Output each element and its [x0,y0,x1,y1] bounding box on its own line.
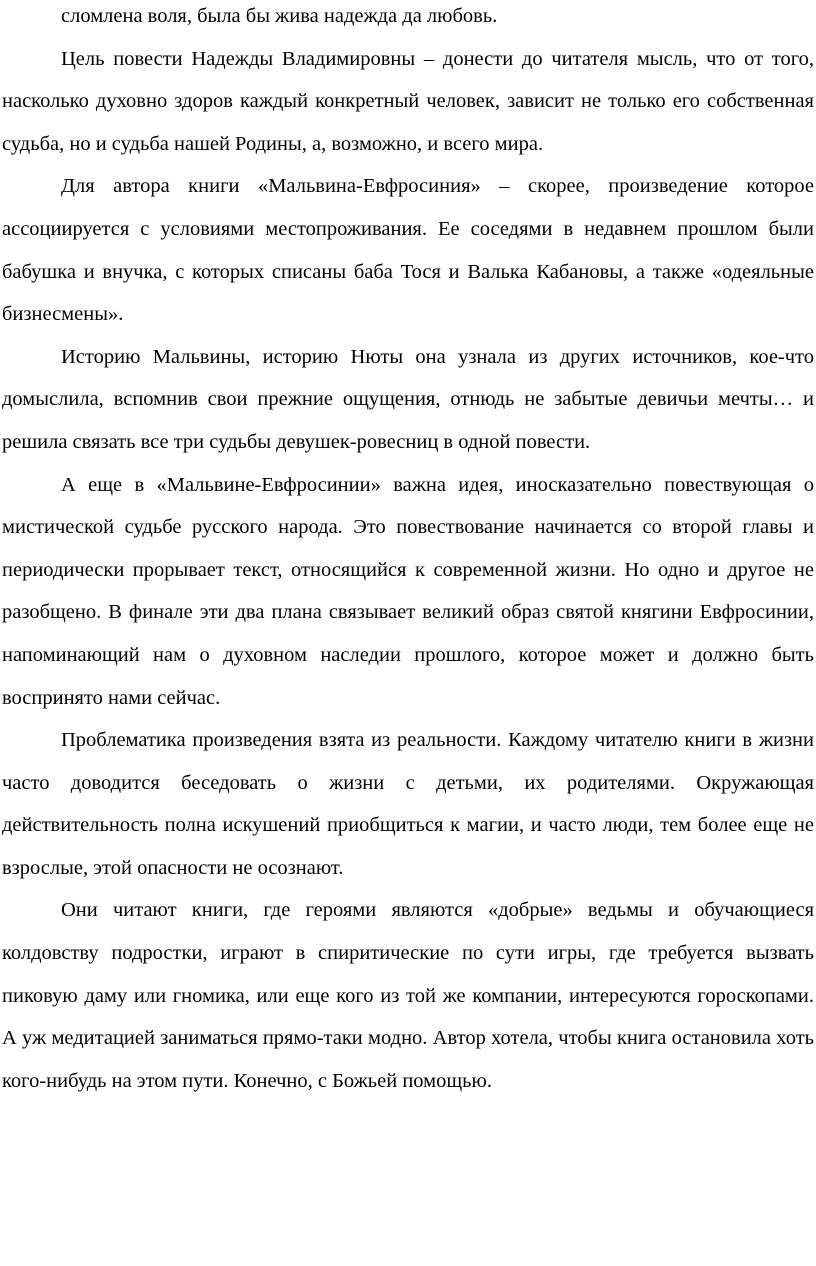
paragraph-malvina-history: Историю Мальвины, историю Нюты она узнала из других источников, кое-что домыслила, вспомнив свои прежние ощущения, отнюдь не забытые девичьи мечты… и решила связать все три судьбы девушек-ровесниц в одной повести. [2,345,814,453]
paragraph-readers: Они читают книги, где героями являются «добрые» ведьмы и обучающиеся колдовству подростки, играют в спиритические по сути игры, где требуется вызвать пиковую даму или гномика, или еще кого из той же компании, интересуются гороскопами. А уж медитацией заниматься прямо-таки модно. Автор хотела, чтобы книга остановила хоть кого-нибудь на этом пути. Конечно, с Божьей помощью. [2,899,814,1092]
paragraph-continuation: сломлена воля, была бы жива надежда да любовь. [61,5,498,27]
paragraph-author-context: Для автора книги «Мальвина-Евфросиния» – скорее, произведение которое ассоциируется с условиями местопроживания. Ее соседями в недавнем прошлом были бабушка и внучка, с которых списаны баба Тося и Валька Кабановы, а также «одеяльные бизнесмены». [2,175,814,326]
paragraph-problematics: Проблематика произведения взята из реальности. Каждому читателю книги в жизни часто доводится беседовать о жизни с детьми, их родителями. Окружающая действительность полна искушений приобщиться к магии, и часто люди, тем более еще не взрослые, этой опасности не осознают. [2,729,814,879]
paragraph-main-idea: А еще в «Мальвине-Евфросинии» важна идея, иносказательно повествующая о мистической судьбе русского народа. Это повествование начинается со второй главы и периодически прорывает текст, относящийся к современной жизни. Но одно и другое не разобщено. В финале эти два плана связывает великий образ святой княгини Евфросинии, напоминающий нам о духовном наследии прошлого, которое может и должно быть воспринято нами сейчас. [2,473,814,709]
paragraph-story-goal: Цель повести Надежды Владимировны – донести до читателя мысль, что от того, насколько духовно здоров каждый конкретный человек, зависит не только его собственная судьба, но и судьба нашей Родины, а, возможно, и всего мира. [2,47,814,155]
